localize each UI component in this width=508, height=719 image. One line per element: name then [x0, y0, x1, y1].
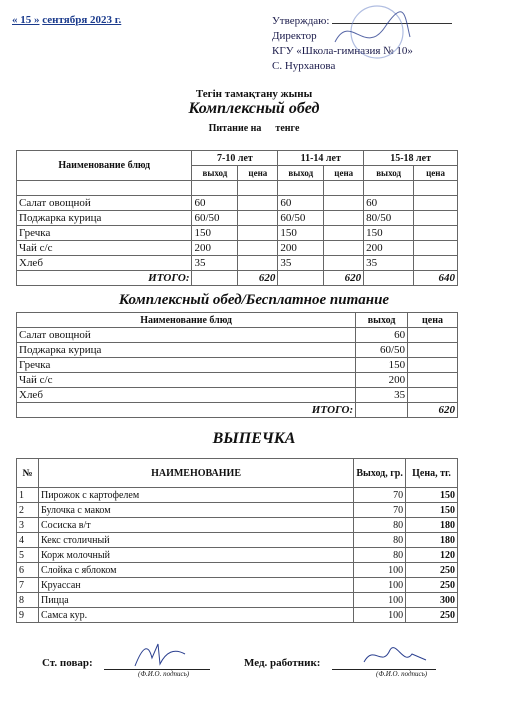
director-title: Директор: [272, 30, 317, 42]
cook-label: Ст. повар:: [42, 657, 93, 669]
cell-out: 60/50: [356, 343, 408, 358]
dish-name: Гречка: [17, 226, 192, 241]
sub-header: выход: [364, 166, 414, 181]
sub-header: выход: [278, 166, 324, 181]
cell-price: 150: [406, 503, 458, 518]
row-number: 3: [17, 518, 39, 533]
table-row: [17, 608, 458, 623]
table-row: [17, 358, 458, 373]
table-row: [17, 196, 458, 211]
title-kazakh: Тегін тамақтану жыны: [195, 88, 313, 100]
group-header: 7-10 лет: [192, 151, 278, 166]
cell-out: 35: [356, 388, 408, 403]
sub-header: цена: [238, 166, 278, 181]
item-name: Пирожок с картофелем: [38, 488, 353, 503]
group-header: 11-14 лет: [278, 151, 364, 166]
cell-out: 60: [356, 328, 408, 343]
cell-price: 300: [406, 593, 458, 608]
table-row: [17, 533, 458, 548]
dish-name: Салат овощной: [17, 328, 356, 343]
table-row: [17, 256, 458, 271]
cell-out: 200: [192, 241, 238, 256]
row-number: 5: [17, 548, 39, 563]
item-name: Самса кур.: [38, 608, 353, 623]
cell-out: 70: [354, 503, 406, 518]
cell-out: 80/50: [364, 211, 414, 226]
med-label: Мед. работник:: [244, 657, 321, 669]
cell-out: 35: [278, 256, 324, 271]
subtitle-right: тенге: [275, 123, 300, 134]
complex-lunch-table: [16, 150, 458, 286]
cell-out: 60: [278, 196, 324, 211]
cell-out: 150: [356, 358, 408, 373]
cell-out: 100: [354, 578, 406, 593]
cell-out: 200: [356, 373, 408, 388]
dish-name: Хлеб: [17, 388, 356, 403]
table-row: [17, 373, 458, 388]
cell-out: 100: [354, 593, 406, 608]
group-header: 15-18 лет: [364, 151, 458, 166]
item-name: Слойка с яблоком: [38, 563, 353, 578]
med-signature-icon: [360, 638, 430, 672]
cell-price: 180: [406, 533, 458, 548]
col-name-header: НАИМЕНОВАНИЕ: [38, 459, 353, 488]
page-title: Комплексный обед: [188, 100, 320, 117]
cell-price: 250: [406, 578, 458, 593]
col-out-header: выход: [356, 313, 408, 328]
item-name: Сосиска в/т: [38, 518, 353, 533]
item-name: Пицца: [38, 593, 353, 608]
row-number: 2: [17, 503, 39, 518]
table-row: [17, 343, 458, 358]
approval-date: [12, 14, 121, 26]
cell-out: 60: [364, 196, 414, 211]
total-label: ИТОГО:: [17, 403, 356, 418]
bakery-table: [16, 458, 458, 623]
total-value: 640: [414, 271, 458, 286]
sub-header: выход: [192, 166, 238, 181]
cell-price: 250: [406, 608, 458, 623]
cell-out: 60/50: [278, 211, 324, 226]
dish-name: Хлеб: [17, 256, 192, 271]
col-out-header: Выход, гр.: [354, 459, 406, 488]
table-row: [17, 518, 458, 533]
cook-signature-icon: [130, 638, 190, 672]
subtitle: [0, 123, 508, 134]
cook-caption: (Ф.И.О. подпись): [138, 670, 190, 678]
table-row: [17, 241, 458, 256]
total-value: 620: [238, 271, 278, 286]
dish-name: Поджарка курица: [17, 343, 356, 358]
table-row: [17, 328, 458, 343]
row-number: 4: [17, 533, 39, 548]
table-row: [17, 548, 458, 563]
cell-out: 80: [354, 533, 406, 548]
cell-out: 100: [354, 563, 406, 578]
cell-price: 180: [406, 518, 458, 533]
sub-header: цена: [324, 166, 364, 181]
date-month-year: сентября 2023 г.: [42, 14, 122, 26]
cell-out: 35: [364, 256, 414, 271]
cell-out: 60/50: [192, 211, 238, 226]
dish-name: Чай с/с: [17, 241, 192, 256]
row-number: 7: [17, 578, 39, 593]
row-number: 1: [17, 488, 39, 503]
table-row: [17, 593, 458, 608]
section-title-free-meal: Комплексный обед/Бесплатное питание: [118, 292, 390, 308]
cell-price: 120: [406, 548, 458, 563]
table-row: [17, 488, 458, 503]
dish-name: Поджарка курица: [17, 211, 192, 226]
director-name: С. Нурханова: [272, 60, 336, 72]
section-title-bakery: ВЫПЕЧКА: [212, 430, 296, 447]
cell-out: 35: [192, 256, 238, 271]
dish-name: Гречка: [17, 358, 356, 373]
official-stamp: [325, 2, 415, 72]
col-price-header: цена: [408, 313, 458, 328]
cell-out: 80: [354, 548, 406, 563]
item-name: Корж молочный: [38, 548, 353, 563]
cell-out: 200: [278, 241, 324, 256]
item-name: Кекс столичный: [38, 533, 353, 548]
date-day: « 15 »: [12, 14, 40, 26]
table-row: [17, 211, 458, 226]
cell-out: 150: [364, 226, 414, 241]
col-num-header: №: [17, 459, 39, 488]
row-number: 9: [17, 608, 39, 623]
row-number: 6: [17, 563, 39, 578]
cell-out: 150: [192, 226, 238, 241]
total-value: 620: [324, 271, 364, 286]
cell-price: 250: [406, 563, 458, 578]
table-row: [17, 226, 458, 241]
dish-name: Салат овощной: [17, 196, 192, 211]
dish-name: Чай с/с: [17, 373, 356, 388]
table-row: [17, 388, 458, 403]
med-caption: (Ф.И.О. подпись): [376, 670, 428, 678]
cell-out: 200: [364, 241, 414, 256]
sub-header: цена: [414, 166, 458, 181]
cell-out: 60: [192, 196, 238, 211]
approve-label: Утверждаю:: [272, 15, 330, 27]
table-row: [17, 563, 458, 578]
school-name: КГУ «Школа-гимназия № 10»: [272, 45, 413, 57]
item-name: Булочка с маком: [38, 503, 353, 518]
cell-out: 70: [354, 488, 406, 503]
total-row: [17, 403, 458, 418]
col-name-header: Наименование блюд: [17, 313, 356, 328]
col-name-header: Наименование блюд: [17, 151, 192, 181]
total-row: [17, 271, 458, 286]
total-label: ИТОГО:: [17, 271, 192, 286]
cell-price: 150: [406, 488, 458, 503]
row-number: 8: [17, 593, 39, 608]
item-name: Круассан: [38, 578, 353, 593]
subtitle-left: Питание на: [208, 123, 262, 134]
table-row: [17, 578, 458, 593]
free-meal-table: [16, 312, 458, 418]
table-row: [17, 503, 458, 518]
cell-out: 150: [278, 226, 324, 241]
cell-out: 100: [354, 608, 406, 623]
cell-out: 80: [354, 518, 406, 533]
total-value: 620: [408, 403, 458, 418]
col-price-header: Цена, тг.: [406, 459, 458, 488]
